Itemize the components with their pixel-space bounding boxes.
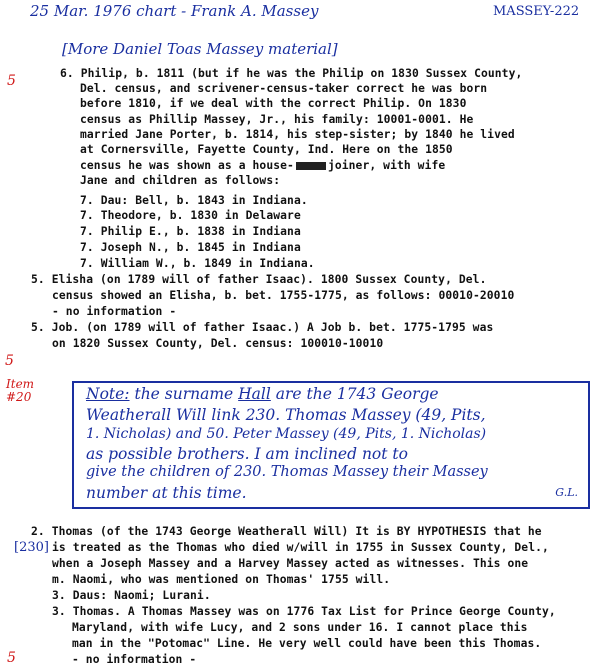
note-line: Weatherall Will link 230. Thomas Massey (49, Pits, — [86, 406, 486, 424]
note-line: as possible brothers. I am inclined not to — [86, 445, 408, 463]
typed-line: married Jane Porter, b. 1814, his step-sister; by 1840 he lived — [80, 128, 515, 141]
margin-mark: 5 — [7, 650, 16, 666]
typed-line: 3. Daus: Naomi; Lurani. — [52, 589, 211, 602]
note-initials: G.L. — [555, 486, 578, 499]
note-line — [86, 385, 439, 403]
typed-line: 7. William W., b. 1849 in Indiana. — [80, 257, 315, 270]
typed-line: man in the "Potomac" Line. He very well could have been this Thomas. — [72, 637, 542, 650]
note-line: give the children of 230. Thomas Massey their Massey — [86, 464, 488, 480]
handwritten-note-box — [72, 381, 590, 509]
strikethrough-mark — [296, 162, 326, 170]
typed-line: Maryland, with wife Lucy, and 2 sons under 16. I cannot place this — [72, 621, 528, 634]
item-tag: Item #20 — [6, 377, 35, 404]
typed-line: 7. Philip E., b. 1838 in Indiana — [80, 225, 301, 238]
typed-line: 7. Theodore, b. 1830 in Delaware — [80, 209, 301, 222]
typed-line: census as Phillip Massey, Jr., his family: 10001-0001. He — [80, 113, 474, 126]
header-date-title: 25 Mar. 1976 chart - Frank A. Massey — [30, 2, 319, 20]
note-text: the surname — [134, 385, 239, 403]
note-underlined-word: Hall — [238, 385, 271, 403]
typed-line: 3. Thomas. A Thomas Massey was on 1776 Tax List for Prince George County, — [52, 605, 556, 618]
typed-line: - no information - — [72, 653, 197, 666]
typed-line: - no information - — [52, 305, 177, 318]
note-text: are the 1743 George — [270, 385, 439, 403]
typed-fragment: census he was shown as a house- — [80, 159, 294, 172]
typed-line: m. Naomi, who was mentioned on Thomas' 1755 will. — [52, 573, 391, 586]
note-line: 1. Nicholas) and 50. Peter Massey (49, Pits, 1. Nicholas) — [86, 426, 487, 442]
note-label: Note: — [86, 385, 130, 403]
margin-mark: 5 — [7, 73, 16, 89]
reference-number: [230] — [14, 540, 49, 555]
typed-line: Del. census, and scrivener-census-taker correct he was born — [80, 82, 488, 95]
typed-line: on 1820 Sussex County, Del. census: 100010-10010 — [52, 337, 384, 350]
typed-line: 7. Dau: Bell, b. 1843 in Indiana. — [80, 194, 308, 207]
page-reference: MASSEY-222 — [493, 4, 580, 19]
section-subtitle: [More Daniel Toas Massey material] — [62, 40, 338, 58]
typed-line: Jane and children as follows: — [80, 174, 281, 187]
margin-mark: 5 — [5, 353, 14, 369]
typed-line: at Cornersville, Fayette County, Ind. Here on the 1850 — [80, 143, 453, 156]
typed-line: 7. Joseph N., b. 1845 in Indiana — [80, 241, 301, 254]
typed-line: before 1810, if we deal with the correct Philip. On 1830 — [80, 97, 467, 110]
typed-line: 5. Elisha (on 1789 will of father Isaac). 1800 Sussex County, Del. — [31, 273, 487, 286]
typed-fragment: joiner, with wife — [327, 159, 446, 172]
note-line: number at this time. — [86, 484, 247, 502]
typed-line: when a Joseph Massey and a Harvey Massey acted as witnesses. This one — [52, 557, 529, 570]
typed-line: 5. Job. (on 1789 will of father Isaac.) A Job b. bet. 1775-1795 was — [31, 321, 494, 334]
typed-line — [80, 158, 445, 173]
typed-line: is treated as the Thomas who died w/will in 1755 in Sussex County, Del., — [52, 541, 549, 554]
typed-line: census showed an Elisha, b. bet. 1755-1775, as follows: 00010-20010 — [52, 289, 515, 302]
typed-line: 6. Philip, b. 1811 (but if he was the Philip on 1830 Sussex County, — [60, 67, 523, 80]
typed-line: 2. Thomas (of the 1743 George Weatherall Will) It is BY HYPOTHESIS that he — [31, 525, 542, 538]
